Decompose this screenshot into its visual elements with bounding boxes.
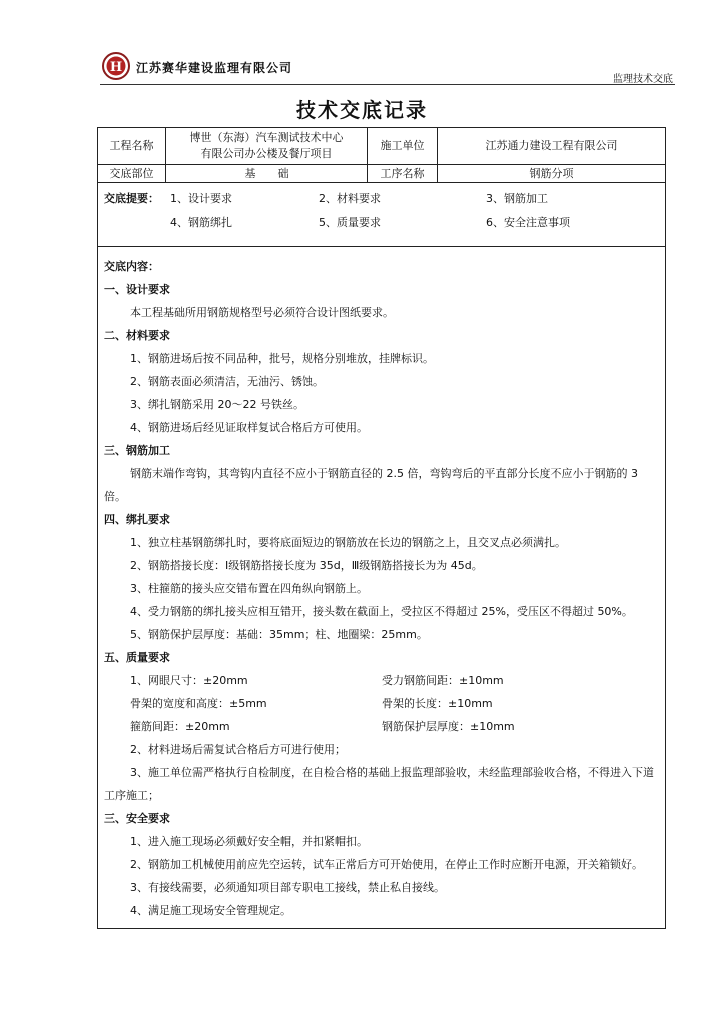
content-line: 1、进入施工现场必须戴好安全帽，并扣紧帽扣。: [130, 835, 368, 848]
contractor-value: 江苏通力建设工程有限公司: [485, 139, 618, 152]
process-label: 工序名称: [380, 166, 425, 180]
content-line: 3、绑扎钢筋采用 20～22 号铁丝。: [130, 398, 304, 411]
process-value: 钢筋分项: [529, 166, 574, 180]
summary-item: 6、安全注意事项: [486, 216, 570, 229]
tolerance-item: 箍筋间距：±20mm: [130, 720, 230, 733]
summary-item: 5、质量要求: [319, 216, 381, 229]
content-body: [104, 255, 660, 922]
part-label: 交底部位: [109, 166, 154, 180]
company-name: 江苏赛华建设监理有限公司: [136, 61, 293, 75]
section-title: 五、质量要求: [104, 651, 170, 664]
tolerance-item: 受力钢筋间距：±10mm: [382, 674, 504, 687]
content-paragraph: 4、受力钢筋的绑扎接头应相互错开，接头数在截面上，受拉区不得超过 25%，受压区不得超过 50%。: [130, 605, 633, 618]
tolerance-item: 1、网眼尺寸：±20mm: [130, 674, 248, 687]
section-title: 一、设计要求: [104, 283, 170, 296]
project-label: 工程名称: [109, 139, 154, 152]
summary-item: 1、设计要求: [170, 192, 232, 205]
part-value: 基 础: [244, 166, 289, 180]
summary-row-1: [104, 190, 660, 206]
content-paragraph: 钢筋末端作弯钩，其弯钩内直径不应小于钢筋直径的 2.5 倍，弯钩弯后的平直部分长度不应小于钢筋的 3 倍。: [104, 467, 638, 503]
content-label: 交底内容：: [104, 260, 159, 273]
content-line: 2、钢筋搭接长度：Ⅰ级钢筋搭接长度为 35d，Ⅲ级钢筋搭接长为为 45d。: [130, 559, 483, 572]
content-line: 2、钢筋表面必须清洁，无油污、锈蚀。: [130, 375, 324, 388]
content-line: 2、材料进场后需复试合格后方可进行使用；: [130, 743, 346, 756]
content-line: 1、独立柱基钢筋绑扎时，要将底面短边的钢筋放在长边的钢筋之上，且交叉点必须满扎。: [130, 536, 566, 549]
content-line: 3、有接线需要，必须通知项目部专职电工接线，禁止私自接线。: [130, 881, 445, 894]
section-title: 三、钢筋加工: [104, 444, 170, 457]
content-line: 4、满足施工现场安全管理规定。: [130, 904, 291, 917]
summary-item: 3、钢筋加工: [486, 192, 548, 205]
company-logo-icon: [102, 52, 130, 80]
row-divider: [98, 182, 665, 183]
content-line: 本工程基础所用钢筋规格型号必须符合设计图纸要求。: [130, 306, 394, 319]
section-title: 三、安全要求: [104, 812, 170, 825]
header-doc-type: 监理技术交底: [613, 74, 673, 85]
section-title: 四、绑扎要求: [104, 513, 170, 526]
content-paragraph: 2、钢筋加工机械使用前应先空运转，试车正常后方可开始使用，在停止工作时应断开电源，开关箱锁好。: [130, 858, 643, 871]
project-value: [166, 128, 367, 164]
project-value-line-2: 有限公司办公楼及餐厅项目: [200, 147, 333, 160]
tolerance-row: [104, 715, 660, 738]
summary-item: 2、材料要求: [319, 192, 381, 205]
contractor-label: 施工单位: [380, 139, 425, 152]
tolerance-item: 钢筋保护层厚度：±10mm: [382, 720, 515, 733]
summary-item: 4、钢筋绑扎: [170, 216, 232, 229]
tolerance-item: 骨架的宽度和高度：±5mm: [130, 697, 267, 710]
content-paragraph: 3、施工单位需严格执行自检制度，在自检合格的基础上报监理部验收，未经监理部验收合格，不得进入下道工序施工；: [104, 766, 654, 802]
summary-label: 交底提要：: [104, 192, 159, 205]
row-divider: [98, 246, 665, 247]
logo-letter: H: [109, 60, 123, 75]
tolerance-row: [104, 669, 660, 692]
summary-row-2: [104, 214, 660, 230]
project-value-line-1: 博世（东海）汽车测试技术中心: [189, 131, 344, 144]
tolerance-item: 骨架的长度：±10mm: [382, 697, 493, 710]
content-line: 3、柱箍筋的接头应交错布置在四角纵向钢筋上。: [130, 582, 368, 595]
header-divider: [100, 84, 675, 85]
content-line: 1、钢筋进场后按不同品种，批号，规格分别堆放，挂牌标识。: [130, 352, 434, 365]
record-table: [97, 127, 666, 929]
document-title: 技术交底记录: [296, 98, 428, 122]
tolerance-row: [104, 692, 660, 715]
section-title: 二、材料要求: [104, 329, 170, 342]
content-line: 4、钢筋进场后经见证取样复试合格后方可使用。: [130, 421, 368, 434]
content-line: 5、钢筋保护层厚度：基础：35mm；柱、地圈梁：25mm。: [130, 628, 428, 641]
page-header: [100, 50, 675, 86]
